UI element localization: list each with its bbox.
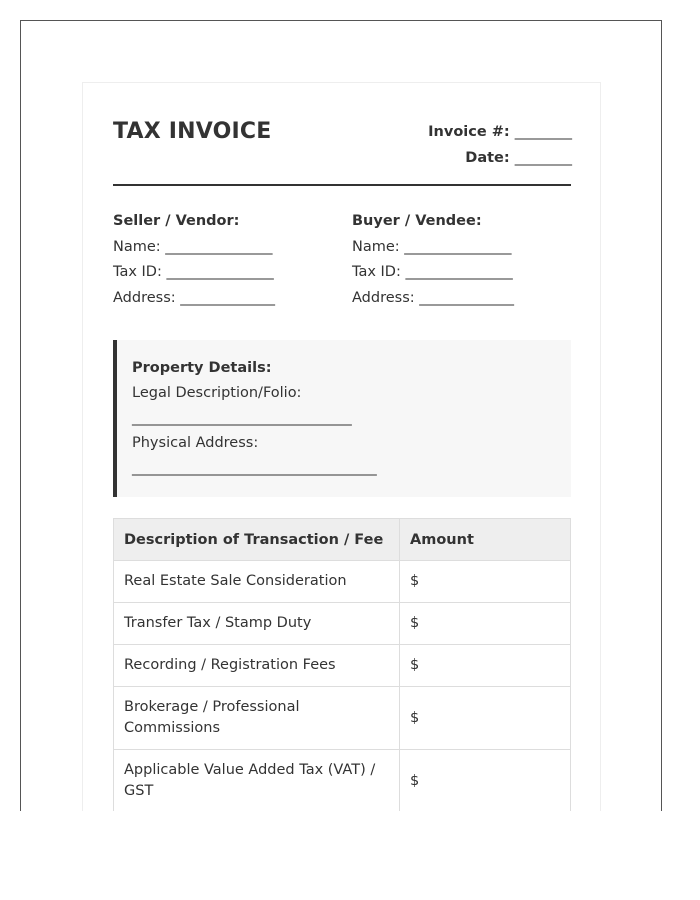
table-row [114, 687, 571, 750]
table-row [114, 645, 571, 687]
seller-address-line [113, 286, 333, 312]
physical-address-field: _______________________________________ [132, 460, 376, 476]
invoice-title: TAX INVOICE [113, 119, 272, 144]
amount-column-header: Amount [400, 519, 571, 561]
buyer-tax-id-field: _________________ [405, 264, 512, 280]
table-body [114, 561, 571, 812]
document-frame [20, 20, 662, 811]
buyer-name-field: _________________ [404, 238, 511, 255]
seller-address-field: _______________ [180, 289, 274, 306]
seller-section [113, 209, 333, 311]
table-header [114, 519, 571, 561]
buyer-heading: Buyer / Vendee: [352, 213, 482, 229]
seller-tax-id-label: Tax ID: [113, 264, 162, 280]
invoice-number-field: _________ [514, 124, 571, 140]
seller-name-label: Name: [113, 238, 161, 255]
table-row [114, 750, 571, 812]
seller-tax-id-line [113, 260, 333, 286]
buyer-tax-id-label: Tax ID: [352, 264, 401, 280]
invoice-date-field: _________ [514, 150, 571, 166]
fee-amount: $ [400, 750, 571, 812]
fee-amount: $ [400, 603, 571, 645]
buyer-address-field: _______________ [419, 289, 513, 306]
fee-description: Transfer Tax / Stamp Duty [114, 603, 400, 645]
seller-tax-id-field: _________________ [166, 264, 273, 280]
invoice-number-label: Invoice #: [428, 124, 510, 140]
buyer-tax-id-line [352, 260, 572, 286]
fee-description: Real Estate Sale Consideration [114, 561, 400, 603]
invoice-sheet [82, 82, 601, 811]
fee-description: Recording / Registration Fees [114, 645, 400, 687]
property-details-box [113, 340, 571, 497]
table-header-row [114, 519, 571, 561]
fee-description: Brokerage / Professional Commissions [114, 687, 400, 750]
buyer-name-label: Name: [352, 238, 400, 255]
invoice-number-line [428, 119, 571, 145]
seller-name-line [113, 235, 333, 261]
buyer-address-label: Address: [352, 289, 415, 306]
fee-description: Applicable Value Added Tax (VAT) / GST [114, 750, 400, 812]
transaction-fees-table [113, 518, 571, 811]
buyer-name-line [352, 235, 572, 261]
table-row [114, 603, 571, 645]
buyer-address-line [352, 286, 572, 312]
fee-amount: $ [400, 645, 571, 687]
fee-amount: $ [400, 561, 571, 603]
invoice-date-label: Date: [465, 150, 510, 166]
legal-description-field: ___________________________________ [132, 410, 351, 426]
legal-description-label: Legal Description/Folio: [132, 385, 302, 401]
invoice-meta [428, 119, 571, 171]
seller-name-field: _________________ [165, 238, 272, 255]
header-divider [113, 184, 571, 186]
physical-address-label: Physical Address: [132, 435, 259, 451]
invoice-date-line [428, 145, 571, 171]
seller-heading: Seller / Vendor: [113, 213, 240, 229]
fee-amount: $ [400, 687, 571, 750]
table-row [114, 561, 571, 603]
property-heading: Property Details: [132, 360, 272, 376]
seller-address-label: Address: [113, 289, 176, 306]
description-column-header: Description of Transaction / Fee [114, 519, 400, 561]
buyer-section [352, 209, 572, 311]
